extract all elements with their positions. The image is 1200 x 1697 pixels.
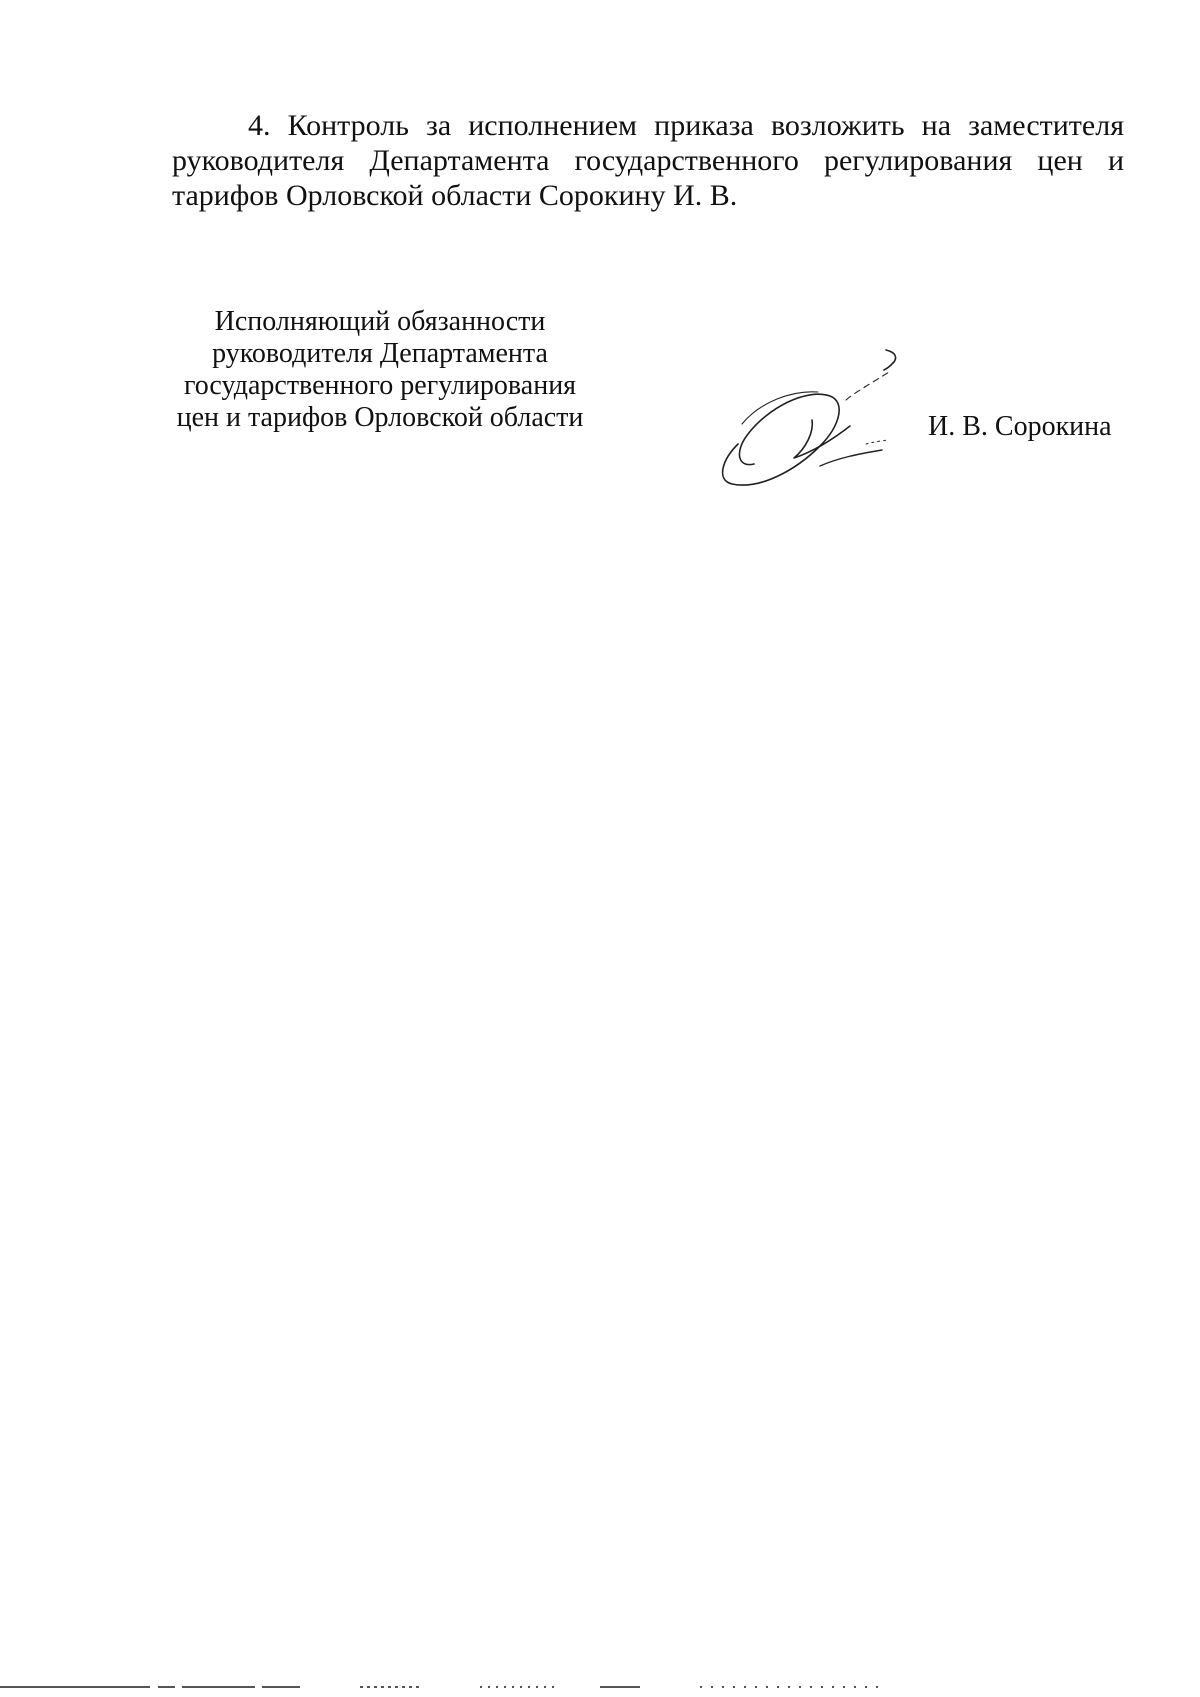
signer-position-line-1: Исполняющий обязанности — [214, 306, 546, 337]
scan-artifact-line — [0, 1684, 900, 1690]
signer-position-line-4: цен и тарифов Орловской области — [176, 402, 584, 433]
handwritten-signature — [708, 340, 930, 492]
paragraph-control: 4. Контроль за исполнением приказа возложить на заместителя руководителя Департамента государственного регулирования цен и тарифов Орловской области Сорокину И. В. — [172, 109, 1124, 212]
signer-position — [160, 306, 600, 434]
signer-name: И. В. Сорокина — [928, 411, 1112, 442]
signer-position-line-2: руководителя Департамента — [212, 338, 548, 369]
signer-position-line-3: государственного регулирования — [183, 370, 577, 401]
